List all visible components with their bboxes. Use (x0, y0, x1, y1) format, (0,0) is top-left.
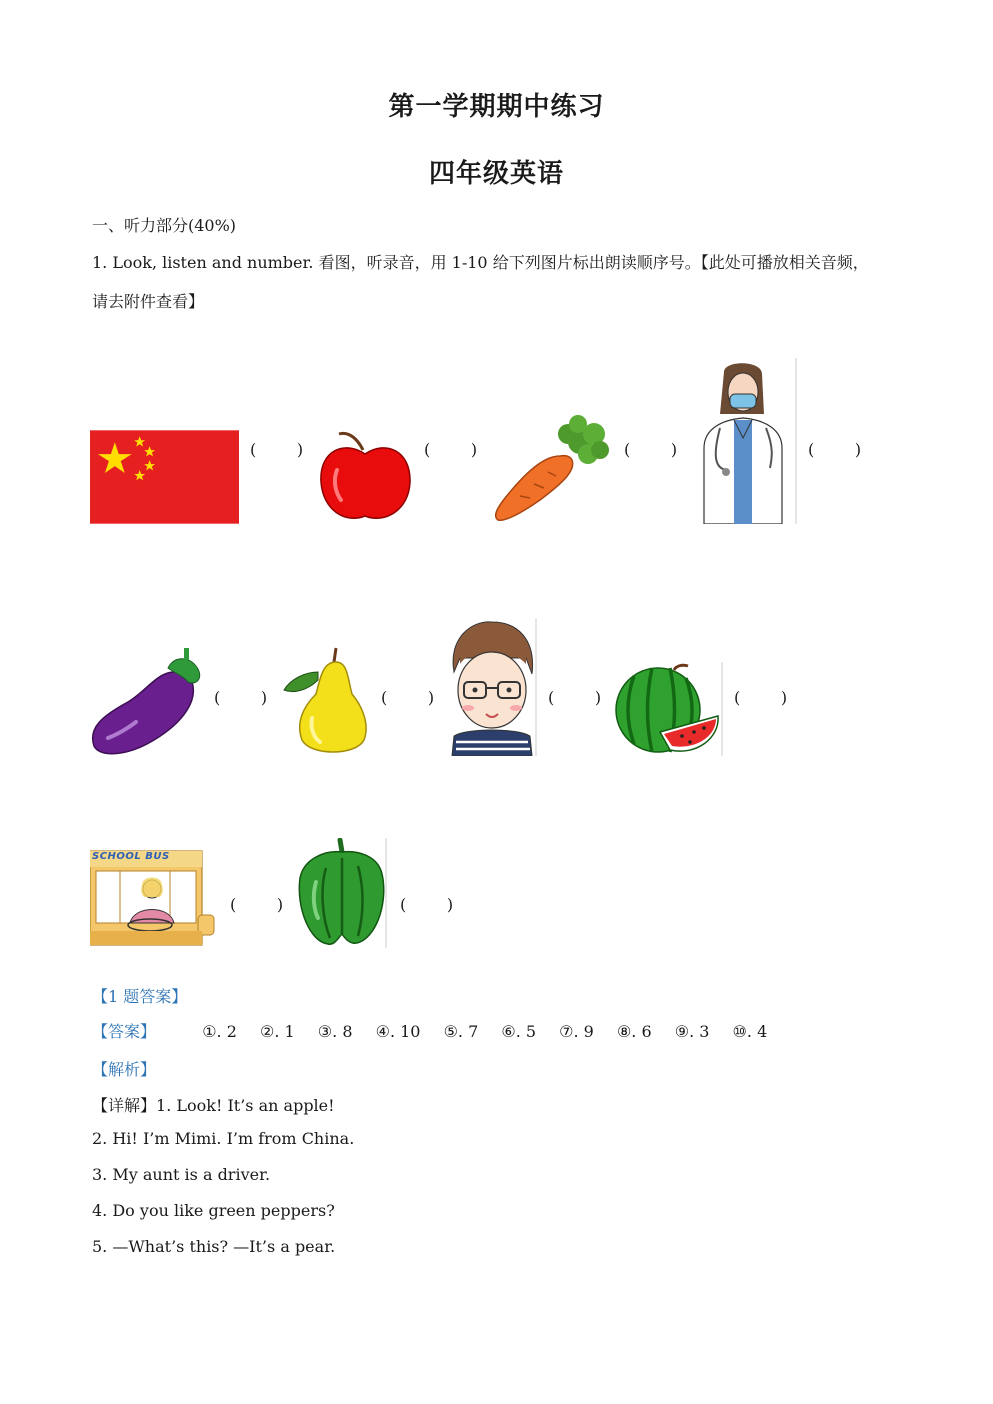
answer-label: 【答案】 (92, 1022, 157, 1041)
detail-line-3: 3. My aunt is a driver. (92, 1165, 271, 1184)
answer-item: ⑦. 9 (559, 1022, 594, 1041)
green-pepper-image (296, 838, 388, 948)
answer-blank-10[interactable]: ( ) (400, 895, 454, 914)
detail-line-1 (92, 1093, 335, 1116)
question-1-text-cont: 请去附件查看】 (92, 292, 205, 311)
answer-tag: 【1 题答案】 (92, 987, 188, 1006)
answer-blank-1[interactable]: ( ) (250, 440, 304, 459)
detail-line-4: 4. Do you like green peppers? (92, 1201, 335, 1220)
pear-image (282, 646, 374, 758)
answer-blank-6[interactable]: ( ) (381, 688, 435, 707)
detail-text: 1. Look! It’s an apple! (156, 1096, 335, 1115)
answer-blank-4[interactable]: ( ) (808, 440, 862, 459)
question-1-text: 1. Look, listen and number. 看图，听录音，用 1-10 给下列图片标出朗读顺序号。【此处可播放相关音频， (92, 253, 869, 272)
answer-blank-9[interactable]: ( ) (230, 895, 284, 914)
answer-blank-8[interactable]: ( ) (734, 688, 788, 707)
apple-image (315, 430, 415, 524)
carrot-image (490, 412, 615, 524)
answer-item: ④. 10 (375, 1022, 421, 1041)
boy-image (446, 618, 538, 756)
answer-item: ⑩. 4 (732, 1022, 768, 1041)
china-flag-image (90, 430, 239, 524)
answer-item: ⑧. 6 (616, 1022, 652, 1041)
detail-label: 【详解】 (92, 1096, 157, 1115)
bus-sign: SCHOOL BUS (92, 851, 170, 862)
answer-blank-5[interactable]: ( ) (214, 688, 268, 707)
eggplant-image (88, 646, 206, 758)
answer-item: ⑥. 5 (501, 1022, 537, 1041)
answer-item: ⑨. 3 (674, 1022, 710, 1041)
watermelon-image (612, 662, 724, 756)
school-bus-driver-image (90, 845, 216, 947)
doctor-image (690, 358, 798, 524)
detail-line-5: 5. —What’s this? —It’s a pear. (92, 1237, 336, 1256)
answer-item: ①. 2 (202, 1022, 237, 1041)
answer-row (92, 1019, 785, 1042)
section-heading: 一、听力部分(40%) (92, 216, 237, 235)
analysis-label: 【解析】 (92, 1060, 157, 1079)
answer-blank-3[interactable]: ( ) (624, 440, 678, 459)
answer-item: ③. 8 (317, 1022, 353, 1041)
detail-line-2: 2. Hi! I’m Mimi. I’m from China. (92, 1129, 355, 1148)
answer-item: ⑤. 7 (443, 1022, 479, 1041)
page-subtitle: 四年级英语 (428, 159, 564, 189)
answer-blank-2[interactable]: ( ) (424, 440, 478, 459)
answer-item: ②. 1 (260, 1022, 295, 1041)
answer-blank-7[interactable]: ( ) (548, 688, 602, 707)
page-title: 第一学期期中练习 (388, 92, 605, 122)
